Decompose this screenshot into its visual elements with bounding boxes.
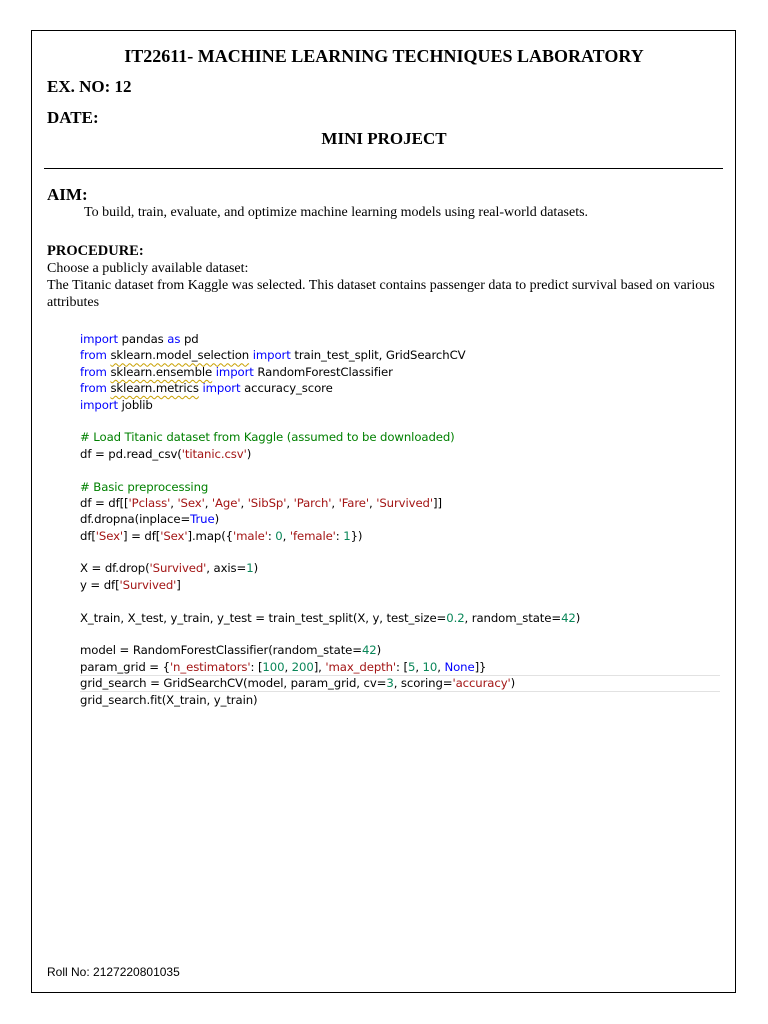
code-blank-line bbox=[80, 413, 720, 429]
code-line: df.dropna(inplace=True) bbox=[80, 512, 220, 527]
code-line: df = df[['Pclass', 'Sex', 'Age', 'SibSp', 'Parch', 'Fare', 'Survived']] bbox=[80, 495, 442, 510]
code-line-current: grid_search = GridSearchCV(model, param_grid, cv=3, scoring='accuracy') bbox=[80, 675, 720, 691]
header-divider bbox=[44, 168, 723, 169]
code-line: X_train, X_test, y_train, y_test = train_test_split(X, y, test_size=0.2, random_state=42) bbox=[80, 610, 581, 625]
document-subtitle: MINI PROJECT bbox=[321, 129, 447, 148]
code-line: model = RandomForestClassifier(random_state=42) bbox=[80, 643, 382, 658]
date-label: DATE: bbox=[47, 108, 99, 127]
exercise-number: EX. NO: 12 bbox=[47, 77, 132, 96]
code-line: X = df.drop('Survived', axis=1) bbox=[80, 561, 259, 576]
code-block bbox=[80, 331, 720, 708]
code-blank-line bbox=[80, 626, 720, 642]
code-blank-line bbox=[80, 593, 720, 609]
roll-number: Roll No: 2127220801035 bbox=[47, 965, 180, 979]
code-line: from sklearn.metrics import accuracy_score bbox=[80, 381, 333, 396]
aim-text: To build, train, evaluate, and optimize machine learning models using real-world datasets. bbox=[84, 205, 589, 220]
code-line: import joblib bbox=[80, 397, 153, 412]
code-line: from sklearn.ensemble import RandomForestClassifier bbox=[80, 364, 393, 379]
code-blank-line bbox=[80, 462, 720, 478]
code-line: # Basic preprocessing bbox=[80, 479, 209, 494]
code-line: from sklearn.model_selection import train_test_split, GridSearchCV bbox=[80, 348, 466, 363]
code-line: # Load Titanic dataset from Kaggle (assumed to be downloaded) bbox=[80, 430, 455, 445]
procedure-line-1: Choose a publicly available dataset: bbox=[47, 261, 249, 276]
code-line: df = pd.read_csv('titanic.csv') bbox=[80, 446, 252, 461]
procedure-line-2: The Titanic dataset from Kaggle was selected. This dataset contains passenger data to predict survival based on various attributes bbox=[47, 278, 715, 310]
procedure-heading: PROCEDURE: bbox=[47, 243, 144, 259]
code-line: grid_search.fit(X_train, y_train) bbox=[80, 692, 258, 707]
code-line: df['Sex'] = df['Sex'].map({'male': 0, 'female': 1}) bbox=[80, 528, 363, 543]
code-blank-line bbox=[80, 544, 720, 560]
code-line: y = df['Survived'] bbox=[80, 577, 181, 592]
code-line: param_grid = {'n_estimators': [100, 200], 'max_depth': [5, 10, None]} bbox=[80, 659, 487, 674]
document-title: IT22611- MACHINE LEARNING TECHNIQUES LABORATORY bbox=[124, 46, 644, 66]
code-line: import pandas as pd bbox=[80, 332, 199, 346]
aim-heading: AIM: bbox=[47, 185, 88, 204]
